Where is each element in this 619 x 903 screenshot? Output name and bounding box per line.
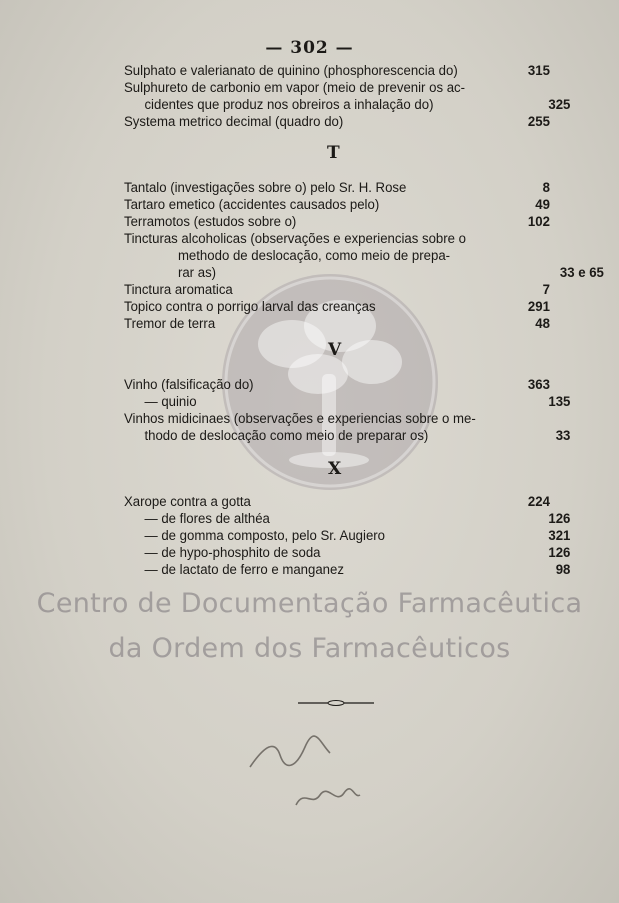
index-entry: — de lactato de ferro e manganez 98	[144, 562, 571, 578]
page-number: — 302 —	[265, 38, 354, 58]
index-entry: Tartaro emetico (accidentes causados pelo) 49	[124, 197, 550, 213]
index-entry: — de flores de althéa 126	[144, 511, 571, 527]
index-entry: Sulphureto de carbonio em vapor (meio de prevenir os ac-	[124, 80, 466, 96]
index-entry: Sulphato e valerianato de quinino (phosphorescencia do) 315	[124, 63, 550, 79]
watermark-line-2: da Ordem dos Farmacêuticos	[108, 633, 511, 664]
section-letter-t: T	[327, 143, 340, 163]
index-entry: Tincturas alcoholicas (observações e experiencias sobre o	[124, 231, 467, 247]
section-letter-v: V	[328, 340, 342, 360]
index-entry: — quinio 135	[144, 394, 571, 410]
index-section-s	[124, 63, 571, 131]
ornament-divider	[298, 700, 374, 706]
index-section-t	[124, 180, 604, 333]
index-entry: — de gomma composto, pelo Sr. Augiero 321	[144, 528, 571, 544]
signature-mark	[292, 785, 362, 811]
section-letter-x: X	[328, 459, 342, 479]
index-section-x	[124, 494, 571, 579]
signature-mark	[245, 735, 335, 775]
index-section-v	[124, 377, 571, 445]
index-entry: Vinho (falsificação do) 363	[124, 377, 550, 393]
index-entry: Xarope contra a gotta 224	[124, 494, 550, 510]
index-entry: Tremor de terra 48	[124, 316, 550, 332]
index-entry: Topico contra o porrigo larval das creanças 291	[124, 299, 550, 315]
index-entry: Systema metrico decimal (quadro do) 255	[124, 114, 550, 130]
watermark-line-1: Centro de Documentação Farmacêutica	[36, 588, 583, 619]
index-entry: — de hypo-phosphito de soda 126	[144, 545, 571, 561]
index-entry: Tantalo (investigações sobre o) pelo Sr. H. Rose 8	[124, 180, 550, 196]
index-entry: cidentes que produz nos obreiros a inhalação do) 325	[144, 97, 571, 113]
index-entry: Tinctura aromatica 7	[124, 282, 550, 298]
index-entry: Terramotos (estudos sobre o) 102	[124, 214, 550, 230]
index-entry: rar as) 33 e 65	[177, 265, 604, 281]
index-entry: methodo de deslocação, como meio de prepa-	[177, 248, 451, 264]
index-entry: thodo de deslocação como meio de preparar os) 33	[144, 428, 571, 444]
index-entry: Vinhos midicinaes (observações e experiencias sobre o me-	[124, 411, 476, 427]
